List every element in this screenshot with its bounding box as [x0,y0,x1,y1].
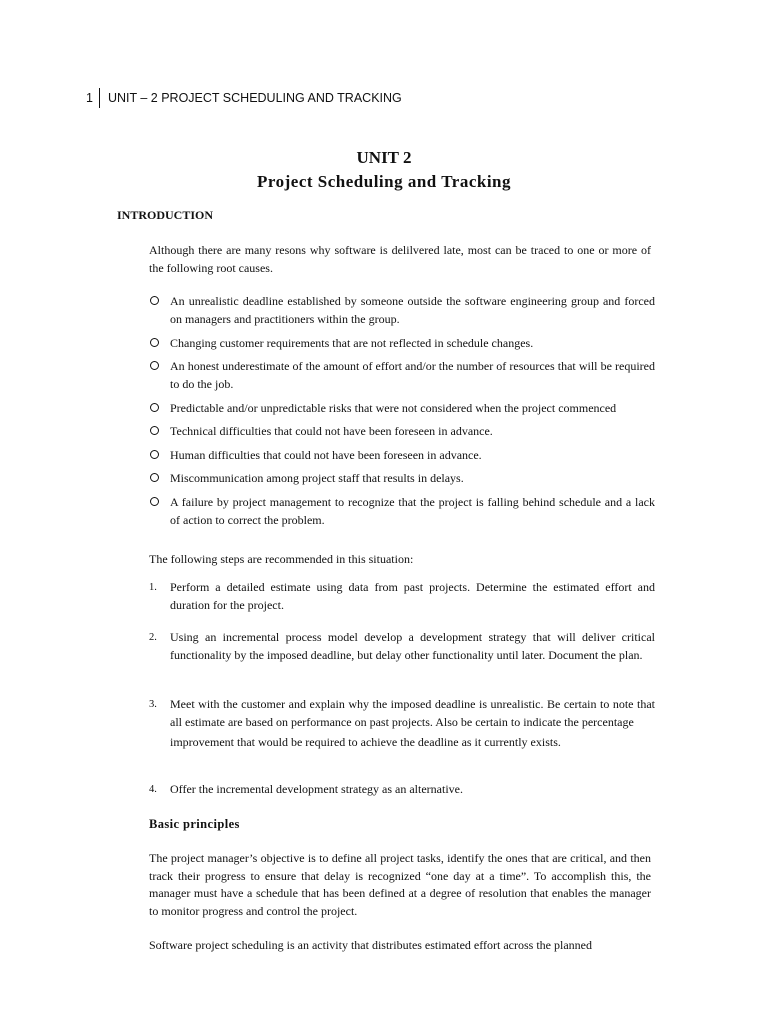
step-number: 4. [149,784,157,795]
list-item-text: A failure by project management to recognize that the project is falling behind schedule and a lack of action to correct the problem. [170,494,655,527]
steps-intro: The following steps are recommended in this situation: [149,552,414,566]
step-item [149,629,655,664]
intro-paragraph: Although there are many resons why software is delilvered late, most can be traced to one or more of the following root causes. [149,243,651,275]
list-item-text: Technical difficulties that could not have been foreseen in advance. [170,424,493,438]
running-header [86,88,402,108]
step-text: Perform a detailed estimate using data from past projects. Determine the estimated effort and duration for the project. [170,580,655,612]
step-text: Meet with the customer and explain why the imposed deadline is unrealistic. Be certain to note that all estimate are based on performance on past projects. Also be certain to indicate the percentage [170,697,655,729]
step-item [149,696,655,752]
bullet-circle-icon [150,426,159,435]
list-item [149,469,655,487]
bullet-circle-icon [150,361,159,370]
basic-principles-paragraph: The project manager’s objective is to define all project tasks, identify the ones that are critical, and then track their progress to ensure that delay is recognized “one day at a time”. To accomplish this, the manager must have a schedule that has been defined at a degree of resolution that enables the manager to monitor progress and control the project. [149,851,651,918]
bullet-circle-icon [150,338,159,347]
unit-title: UNIT 2 [356,148,412,167]
bullet-circle-icon [150,473,159,482]
step-item [149,781,655,799]
running-title: UNIT – 2 PROJECT SCHEDULING AND TRACKING [107,91,402,105]
step-number: 2. [149,632,157,643]
chapter-title: Project Scheduling and Tracking [257,172,511,191]
step-item [149,579,655,614]
root-causes-list [149,292,655,534]
step-text-continued: improvement that would be required to achieve the deadline as it currently exists. [170,735,561,749]
list-item-text: Changing customer requirements that are not reflected in schedule changes. [170,335,534,350]
bullet-circle-icon [150,296,159,305]
page-number: 1 [86,91,93,105]
list-item [149,292,655,328]
list-item [149,399,655,417]
step-text: Using an incremental process model develop a development strategy that will deliver critical functionality by the imposed deadline, but delay other functionality until later. Document the plan. [170,630,655,662]
scheduling-paragraph: Software project scheduling is an activity that distributes estimated effort across the planned [149,938,592,952]
list-item-text: An unrealistic deadline established by someone outside the software engineering group and forced on managers and practitioners within the group. [170,294,655,326]
list-item [149,357,655,393]
list-item-text: An honest underestimate of the amount of effort and/or the number of resources that will be required to do the job. [170,359,655,391]
list-item-text: Predictable and/or unpredictable risks that were not considered when the project commenced [170,400,617,415]
introduction-heading: INTRODUCTION [117,208,214,222]
basic-principles-heading: Basic principles [149,817,240,831]
step-number: 1. [149,582,157,593]
bullet-circle-icon [150,497,159,506]
list-item-text: Miscommunication among project staff that results in delays. [170,471,464,485]
list-item [149,493,655,529]
list-item [149,446,655,464]
bullet-circle-icon [150,450,159,459]
list-item-text: Human difficulties that could not have been foreseen in advance. [170,447,482,462]
step-text: Offer the incremental development strategy as an alternative. [170,782,463,796]
header-divider [99,88,100,108]
list-item [149,334,655,352]
list-item [149,422,655,440]
step-number: 3. [149,699,157,710]
bullet-circle-icon [150,403,159,412]
